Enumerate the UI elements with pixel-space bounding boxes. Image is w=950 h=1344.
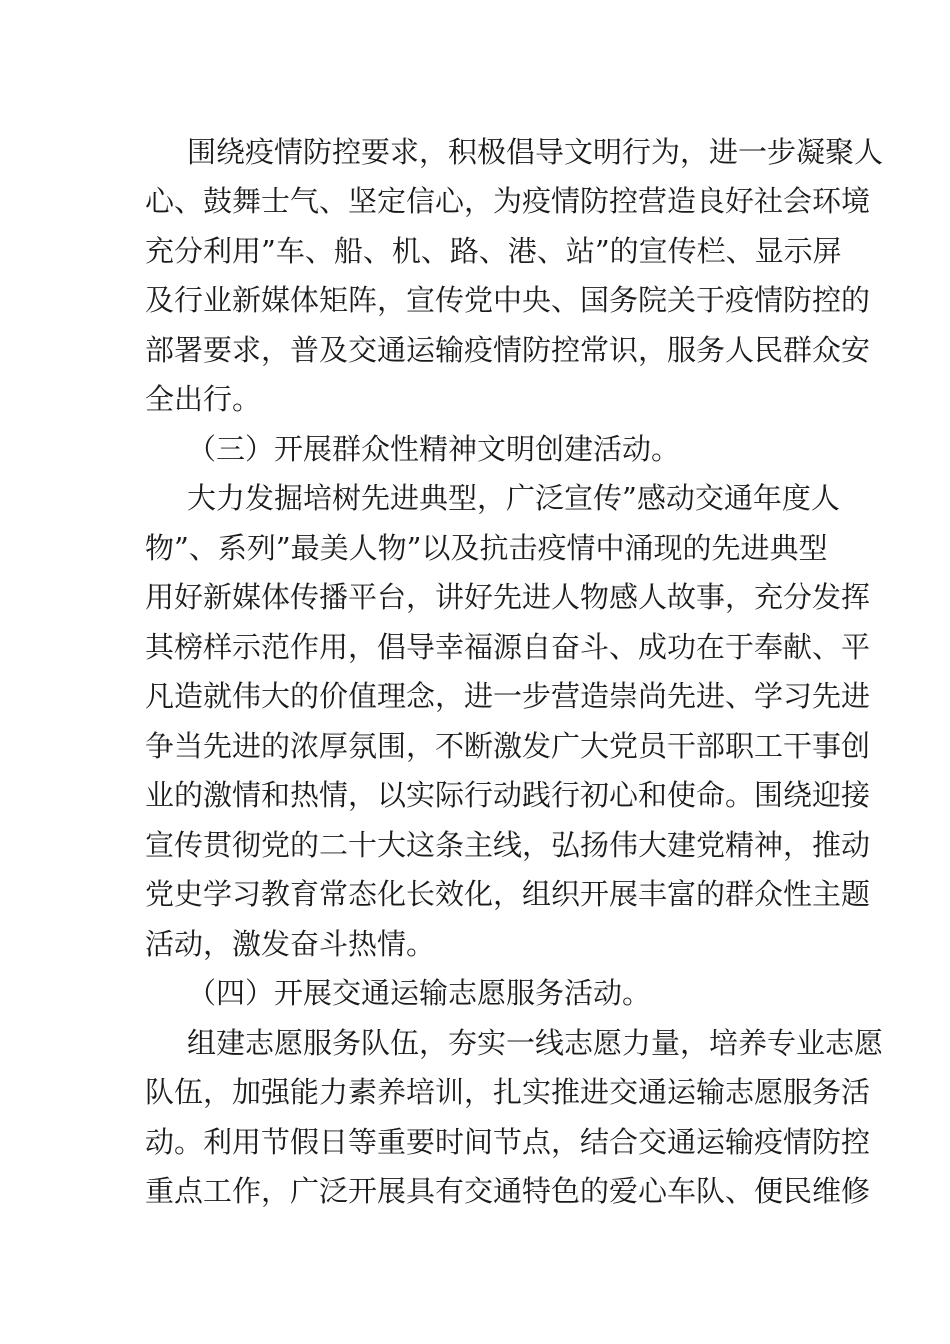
paragraph-line: 业的激情和热情，以实际行动践行初心和使命。围绕迎接	[145, 778, 871, 812]
paragraph-line: 凡造就伟大的价值理念，进一步营造崇尚先进、学习先进	[145, 679, 871, 713]
paragraph-line: 心、鼓舞士气、坚定信心，为疫情防控营造良好社会环境	[145, 184, 871, 218]
paragraph-line: 其榜样示范作用，倡导幸福源自奋斗、成功在于奉献、平	[145, 630, 871, 664]
paragraph-line: 围绕疫情防控要求，积极倡导文明行为，进一步凝聚人	[187, 135, 884, 169]
paragraph-line: 大力发掘培树先进典型，广泛宣传”感动交通年度人	[187, 481, 840, 515]
paragraph-line: 充分利用”车、船、机、路、港、站”的宣传栏、显示屏	[145, 234, 842, 268]
paragraph-line: 及行业新媒体矩阵，宣传党中央、国务院关于疫情防控的	[145, 283, 871, 317]
paragraph-line: 宣传贯彻党的二十大这条主线，弘扬伟大建党精神，推动	[145, 828, 871, 862]
paragraph-line: 争当先进的浓厚氛围，不断激发广大党员干部职工干事创	[145, 729, 871, 763]
paragraph-line: 全出行。	[145, 382, 262, 416]
paragraph-line: 用好新媒体传播平台，讲好先进人物感人故事，充分发挥	[145, 580, 871, 614]
paragraph-line: 组建志愿服务队伍，夯实一线志愿力量，培养专业志愿	[187, 1026, 884, 1060]
paragraph-line: 物”、系列”最美人物”以及抗击疫情中涌现的先进典型	[145, 531, 828, 565]
section-heading: （四）开展交通运输志愿服务活动。	[187, 976, 652, 1010]
paragraph-line: 活动，激发奋斗热情。	[145, 927, 436, 961]
paragraph-line: 党史学习教育常态化长效化，组织开展丰富的群众性主题	[145, 877, 871, 911]
section-heading: （三）开展群众性精神文明创建活动。	[187, 432, 681, 466]
paragraph-line: 重点工作，广泛开展具有交通特色的爱心车队、便民维修	[145, 1174, 871, 1208]
paragraph-line: 动。利用节假日等重要时间节点，结合交通运输疫情防控	[145, 1125, 871, 1159]
paragraph-line: 部署要求，普及交通运输疫情防控常识，服务人民群众安	[145, 333, 871, 367]
paragraph-line: 队伍，加强能力素养培训，扎实推进交通运输志愿服务活	[145, 1075, 871, 1109]
